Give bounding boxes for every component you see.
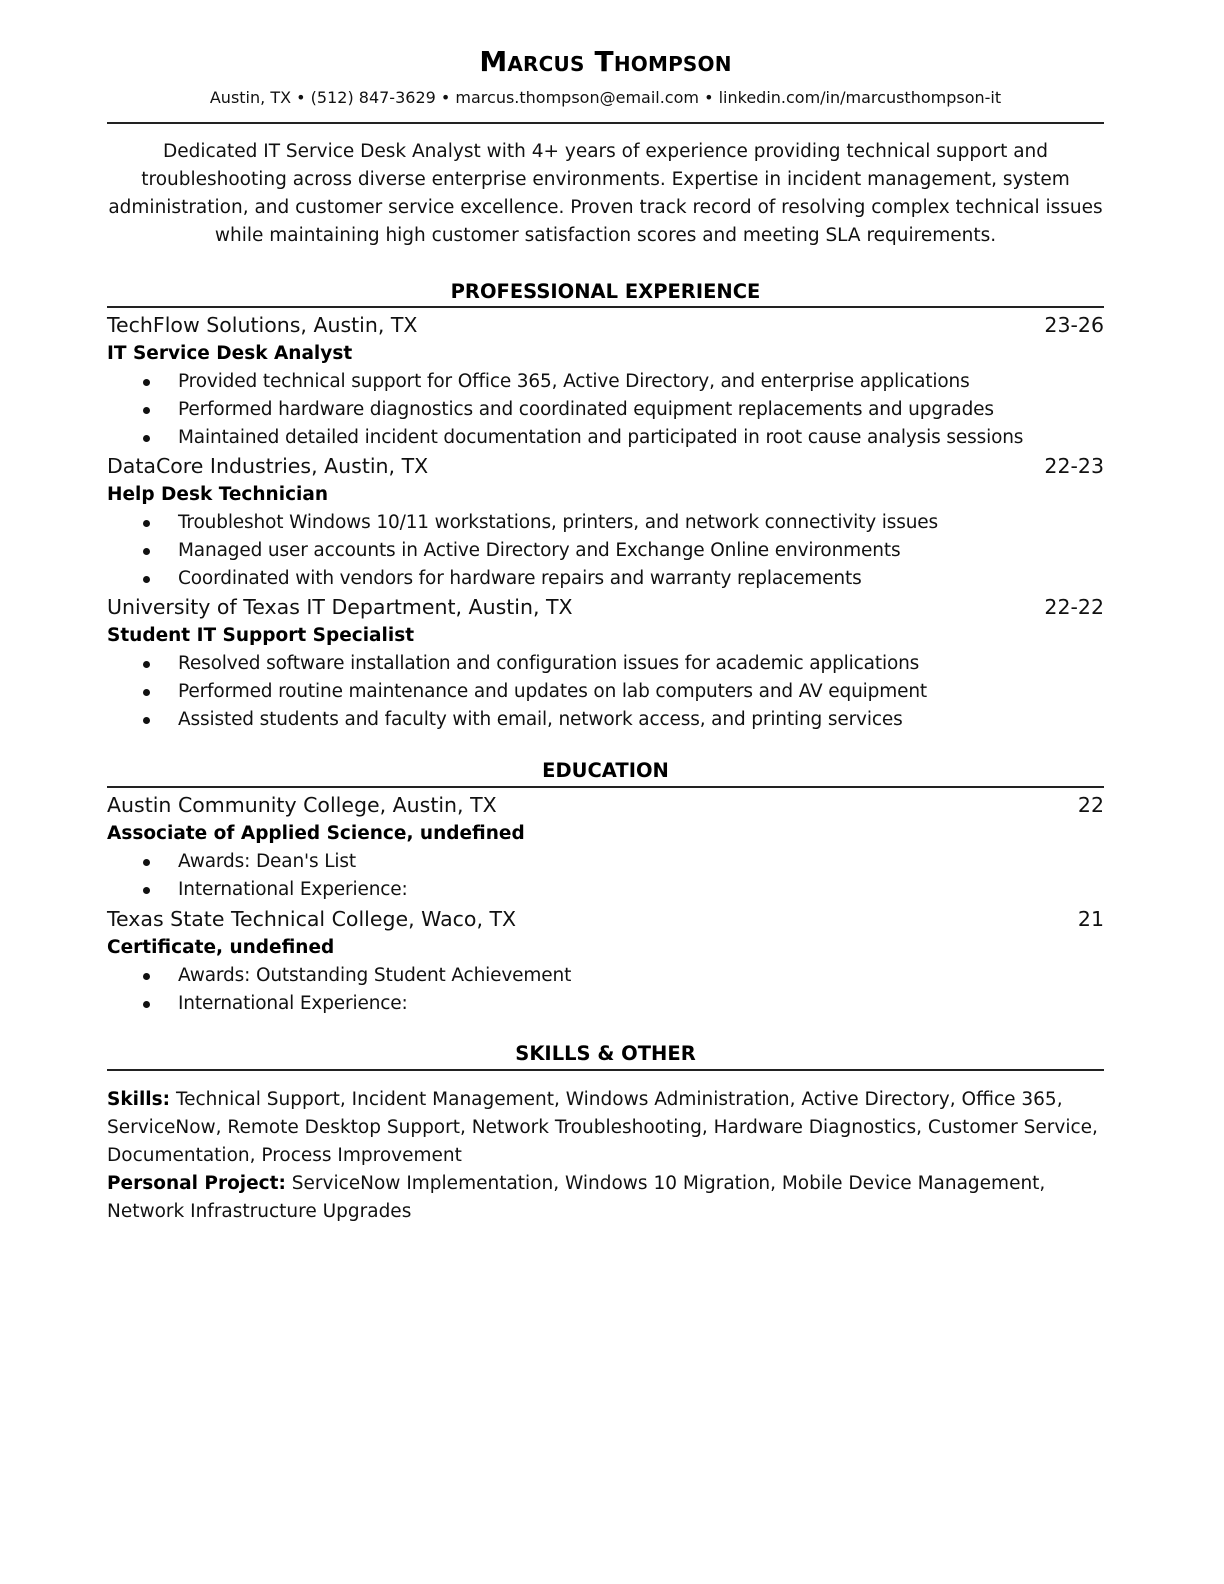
bullet-icon bbox=[143, 887, 150, 894]
bullet-text: International Experience: bbox=[178, 993, 408, 1014]
personal-project-label: Personal Project: bbox=[107, 1173, 286, 1194]
employer: TechFlow Solutions, Austin, TX bbox=[107, 313, 418, 337]
education-entry-header bbox=[107, 905, 1104, 933]
list-item bbox=[107, 650, 1107, 678]
bullet-icon bbox=[143, 548, 150, 555]
bullet-text: Managed user accounts in Active Directory and Exchange Online environments bbox=[178, 540, 901, 561]
list-item bbox=[107, 368, 1107, 396]
list-item bbox=[107, 678, 1107, 706]
job-title: IT Service Desk Analyst bbox=[107, 343, 353, 364]
bullet-icon bbox=[143, 1001, 150, 1008]
bullet-text: Resolved software installation and configuration issues for academic applications bbox=[178, 653, 920, 674]
bullet-text: Awards: Dean's List bbox=[178, 851, 356, 872]
bullet-icon bbox=[143, 435, 150, 442]
experience-entry-header bbox=[107, 593, 1104, 621]
bullet-text: Performed routine maintenance and updates on lab computers and AV equipment bbox=[178, 681, 928, 702]
section-title-education: EDUCATION bbox=[542, 759, 669, 782]
degree: Associate of Applied Science, undefined bbox=[107, 823, 525, 844]
job-title: Student IT Support Specialist bbox=[107, 625, 415, 646]
section-title-skills: SKILLS & OTHER bbox=[515, 1042, 696, 1065]
experience-bullets bbox=[107, 650, 1107, 734]
graduation-year: 22 bbox=[1077, 793, 1104, 817]
school: Texas State Technical College, Waco, TX bbox=[107, 907, 517, 931]
section-divider-skills bbox=[107, 1069, 1104, 1071]
header-divider bbox=[107, 122, 1104, 124]
bullet-icon bbox=[143, 689, 150, 696]
graduation-year: 21 bbox=[1077, 907, 1104, 931]
personal-project-paragraph bbox=[107, 1170, 1104, 1226]
list-item bbox=[107, 706, 1107, 734]
bullet-icon bbox=[143, 973, 150, 980]
experience-bullets bbox=[107, 368, 1107, 452]
section-title-experience: PROFESSIONAL EXPERIENCE bbox=[450, 280, 761, 303]
bullet-text: Performed hardware diagnostics and coordinated equipment replacements and upgrades bbox=[178, 399, 994, 420]
list-item bbox=[107, 990, 1107, 1018]
list-item bbox=[107, 876, 1107, 904]
list-item bbox=[107, 509, 1107, 537]
bullet-icon bbox=[143, 717, 150, 724]
experience-entry-header bbox=[107, 311, 1104, 339]
section-divider-education bbox=[107, 786, 1104, 788]
date-range: 22-22 bbox=[1044, 595, 1104, 619]
employer: University of Texas IT Department, Austin, TX bbox=[107, 595, 573, 619]
education-entry-header bbox=[107, 791, 1104, 819]
bullet-text: Coordinated with vendors for hardware repairs and warranty replacements bbox=[178, 568, 862, 589]
bullet-icon bbox=[143, 407, 150, 414]
list-item bbox=[107, 962, 1107, 990]
education-bullets bbox=[107, 848, 1107, 904]
personal-project-text: ServiceNow Implementation, Windows 10 Migration, Mobile Device Management, Network Infrastructure Upgrades bbox=[107, 1173, 1046, 1222]
employer: DataCore Industries, Austin, TX bbox=[107, 454, 429, 478]
list-item bbox=[107, 848, 1107, 876]
contact-line: Austin, TX • (512) 847-3629 • marcus.thompson@email.com • linkedin.com/in/marcusthompson-it bbox=[209, 88, 1002, 107]
bullet-text: Troubleshot Windows 10/11 workstations, printers, and network connectivity issues bbox=[178, 512, 939, 533]
section-divider-experience bbox=[107, 306, 1104, 308]
degree: Certificate, undefined bbox=[107, 937, 335, 958]
candidate-name: Marcus Thompson bbox=[479, 45, 732, 78]
bullet-icon bbox=[143, 576, 150, 583]
list-item bbox=[107, 565, 1107, 593]
bullet-icon bbox=[143, 661, 150, 668]
bullet-text: Maintained detailed incident documentation and participated in root cause analysis sessions bbox=[178, 427, 1024, 448]
school: Austin Community College, Austin, TX bbox=[107, 793, 497, 817]
education-bullets bbox=[107, 962, 1107, 1018]
experience-bullets bbox=[107, 509, 1107, 593]
list-item bbox=[107, 537, 1107, 565]
professional-summary: Dedicated IT Service Desk Analyst with 4+ years of experience providing technical support and troubleshooting across diverse enterprise environments. Expertise in incident management, system administration, and customer service excellence. Proven track record of resolving complex technical issues while maintaining high customer satisfaction scores and meeting SLA requirements. bbox=[108, 141, 1103, 246]
skills-paragraph bbox=[107, 1086, 1104, 1170]
bullet-icon bbox=[143, 379, 150, 386]
job-title: Help Desk Technician bbox=[107, 484, 329, 505]
bullet-icon bbox=[143, 520, 150, 527]
bullet-text: Provided technical support for Office 365, Active Directory, and enterprise applications bbox=[178, 371, 970, 392]
date-range: 23-26 bbox=[1044, 313, 1104, 337]
skills-label: Skills: bbox=[107, 1089, 171, 1110]
bullet-icon bbox=[143, 859, 150, 866]
bullet-text: International Experience: bbox=[178, 879, 408, 900]
skills-text: Technical Support, Incident Management, Windows Administration, Active Directory, Office 365, ServiceNow, Remote Desktop Support, Network Troubleshooting, Hardware Diagnostics, Customer Service, Documentation, Process Improvement bbox=[107, 1089, 1098, 1166]
experience-entry-header bbox=[107, 452, 1104, 480]
bullet-text: Assisted students and faculty with email, network access, and printing services bbox=[178, 709, 903, 730]
list-item bbox=[107, 424, 1107, 452]
bullet-text: Awards: Outstanding Student Achievement bbox=[178, 965, 572, 986]
date-range: 22-23 bbox=[1044, 454, 1104, 478]
list-item bbox=[107, 396, 1107, 424]
